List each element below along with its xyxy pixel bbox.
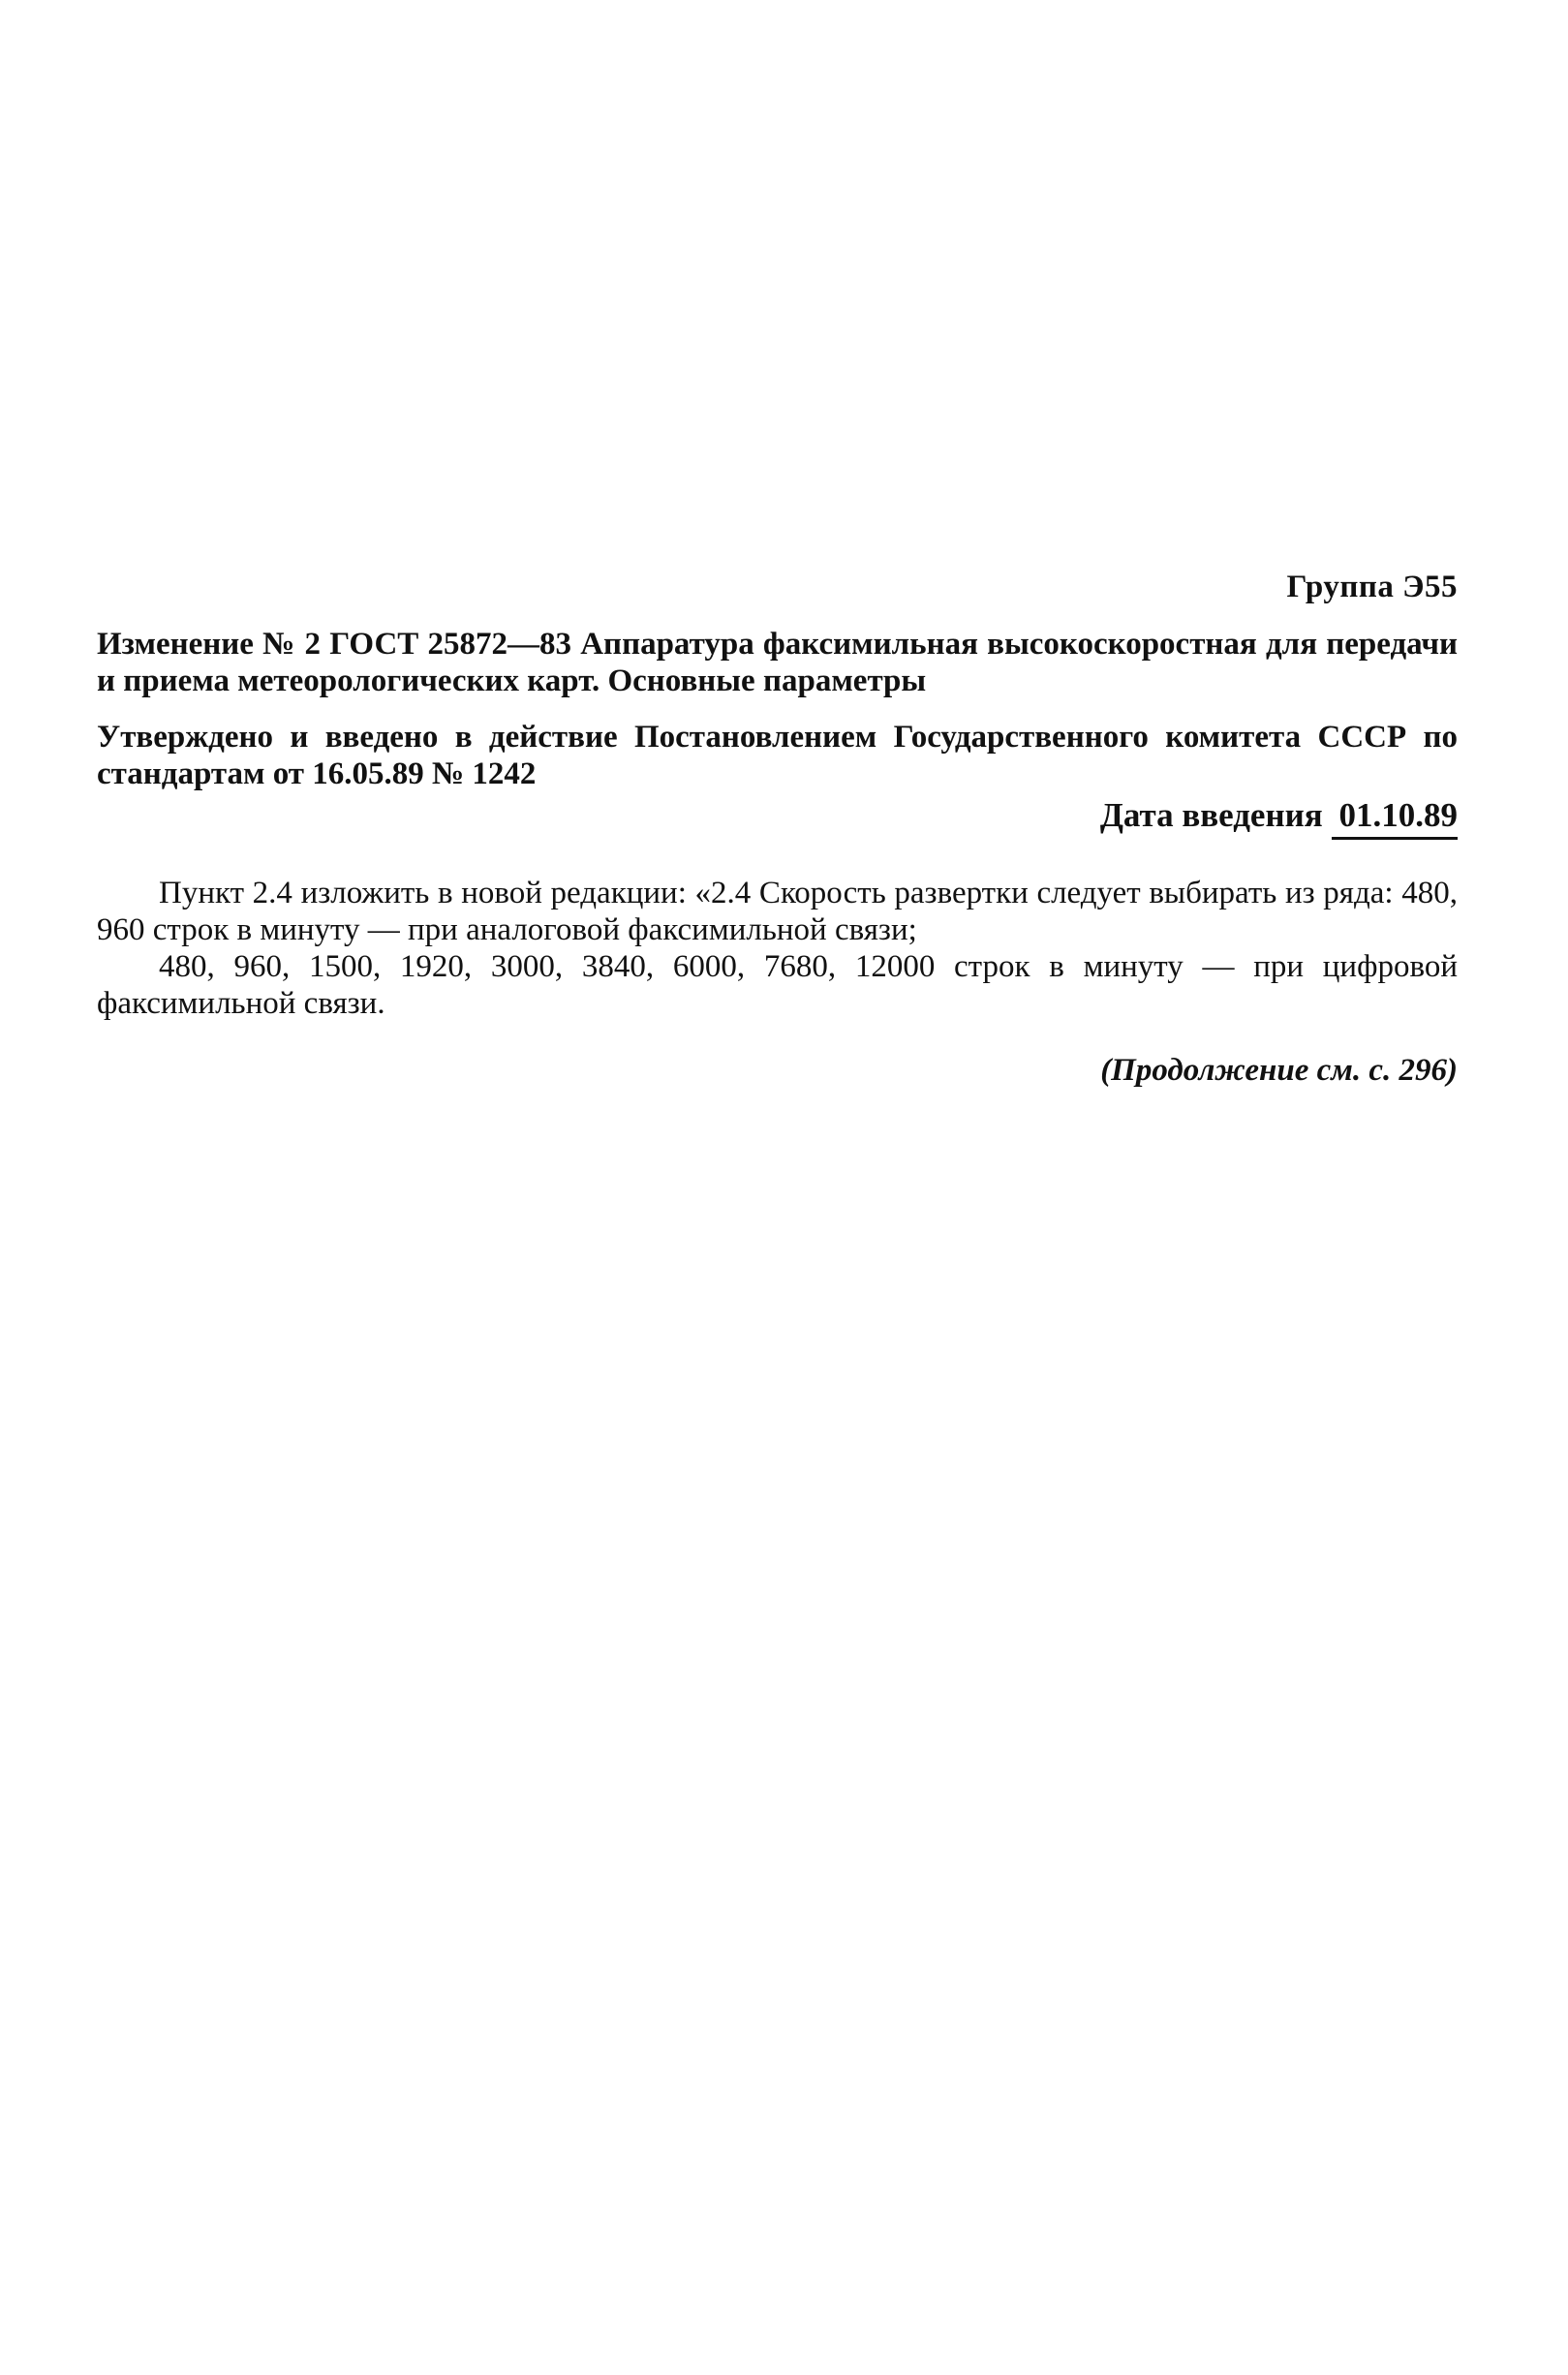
change-title: Изменение № 2 ГОСТ 25872—83 Аппаратура факсимильная высокоскоростная для передачи и приема метеорологических карт. Основные параметры [97,626,1458,698]
introduction-date-label: Дата введения [1099,795,1323,834]
approval-statement: Утверждено и введено в действие Постановлением Государственного комитета СССР по стандартам от 16.05.89 № 1242 [97,719,1458,791]
amendment-paragraph-2: 480, 960, 1500, 1920, 3000, 3840, 6000, 7680, 12000 строк в минуту — при цифровой факсимильной связи. [97,948,1458,1021]
continuation-note: (Продолжение см. с. 296) [1100,1052,1458,1088]
document-content [97,567,1458,1090]
amendment-body [97,875,1458,1022]
amendment-paragraph-1: Пункт 2.4 изложить в новой редакции: «2.4 Скорость развертки следует выбирать из ряда: 480, 960 строк в минуту — при аналоговой факсимильной связи; [97,875,1458,947]
introduction-date-value: 01.10.89 [1332,796,1459,840]
group-label: Группа Э55 [1286,570,1458,604]
introduction-date [97,796,1458,840]
